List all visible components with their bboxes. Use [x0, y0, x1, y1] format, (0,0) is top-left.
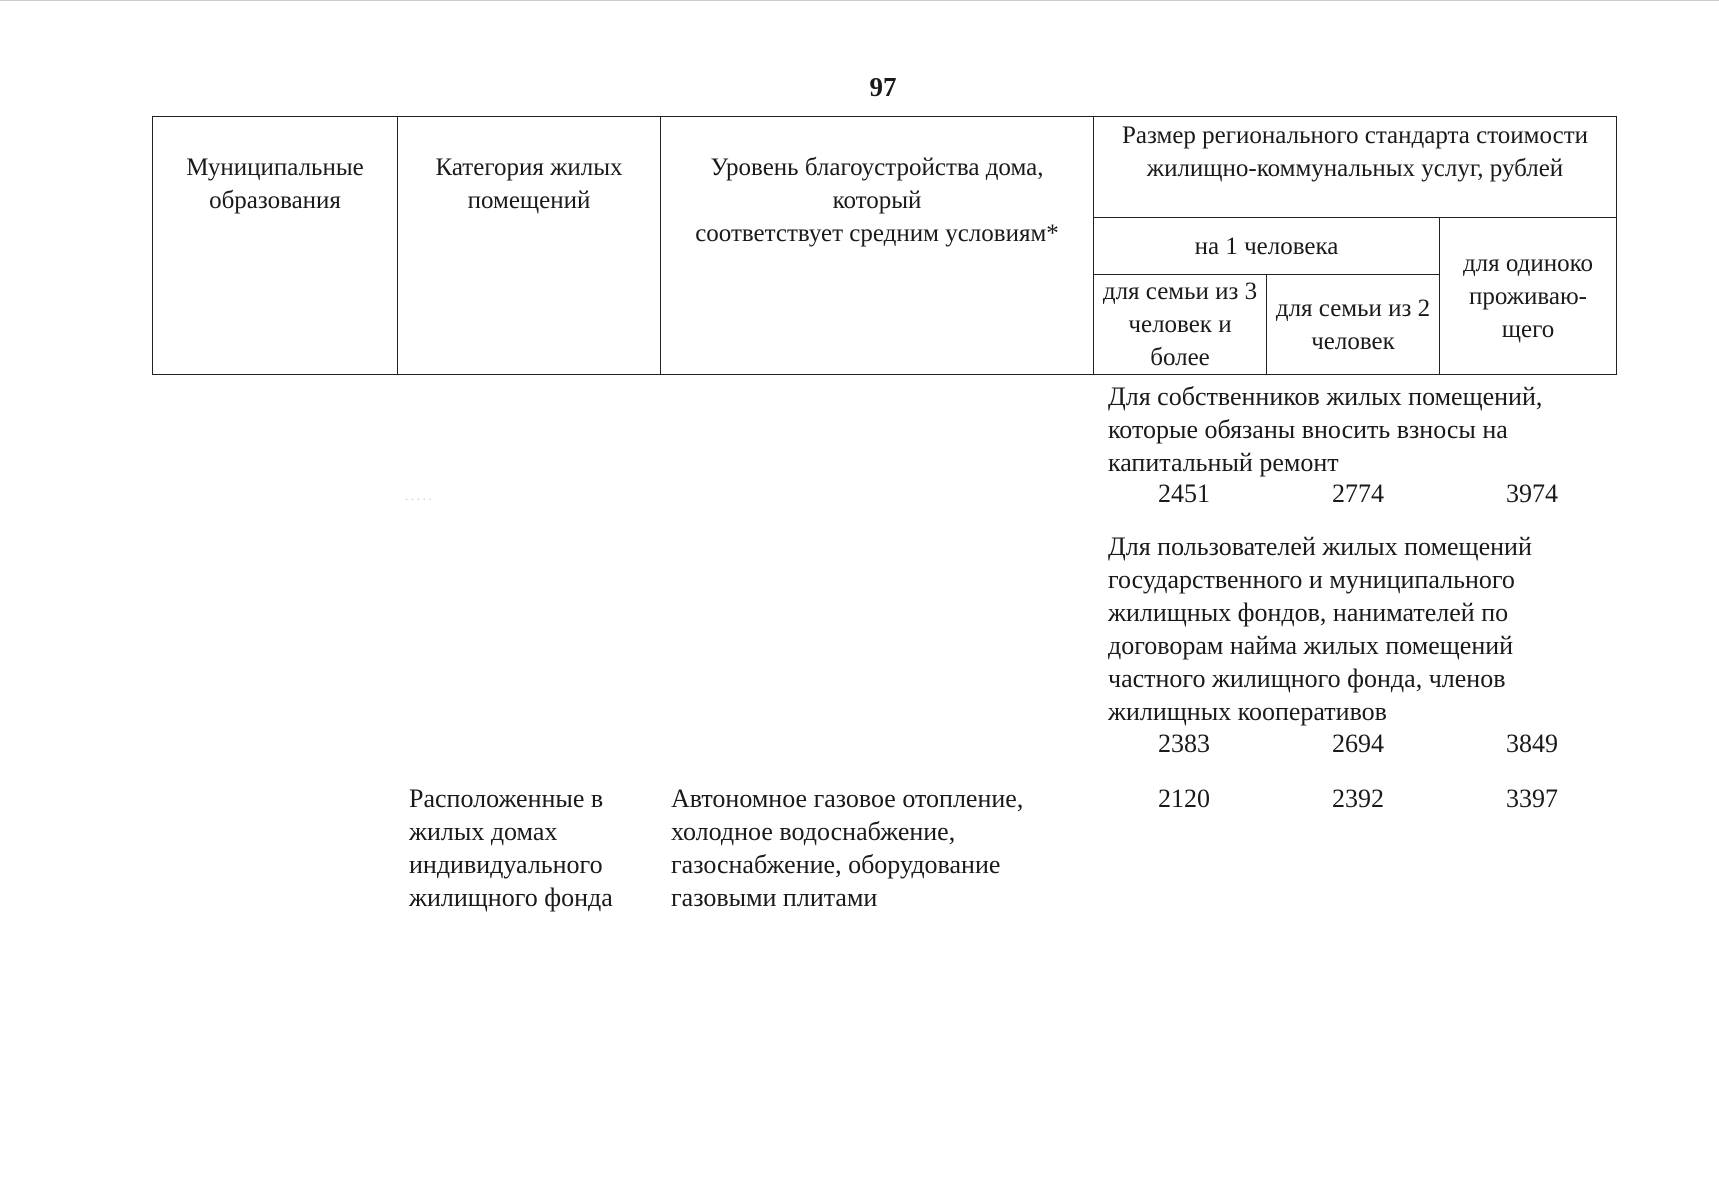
row-category: Расположенные в жилых домах индивидуального жилищного фонда	[409, 784, 613, 912]
row-level: Автономное газовое отопление, холодное водоснабжение, газоснабжение, оборудование газовыми плитами	[671, 784, 1024, 912]
section-owners-heading: Для собственников жилых помещений, которые обязаны вносить взносы на капитальный ремонт	[1108, 382, 1543, 477]
section-users-family2: 2694	[1332, 729, 1384, 758]
section-owners-family2: 2774	[1332, 479, 1384, 508]
header-family-3: для семьи из 3 человек и более	[1094, 275, 1267, 375]
header-standard: Размер регионального стандарта стоимости жилищно-коммунальных услуг, рублей	[1094, 117, 1617, 218]
header-family-2: для семьи из 2 человек	[1267, 275, 1440, 375]
section-owners-family3: 2451	[1158, 479, 1210, 508]
section-users-family3: 2383	[1158, 729, 1210, 758]
row-single: 3397	[1506, 784, 1558, 813]
row-family2: 2392	[1332, 784, 1384, 813]
header-category: Категория жилых помещений	[398, 117, 661, 375]
header-per-person: на 1 человека	[1094, 218, 1440, 275]
row-family3: 2120	[1158, 784, 1210, 813]
page-number: 97	[869, 72, 897, 102]
scan-top-edge	[0, 0, 1719, 1]
table-header	[152, 116, 1617, 375]
header-single: для одиноко проживаю-щего	[1440, 218, 1617, 375]
section-users-single: 3849	[1506, 729, 1558, 758]
section-owners-single: 3974	[1506, 479, 1558, 508]
section-users-heading: Для пользователей жилых помещений государственного и муниципального жилищных фондов, нанимателей по договорам найма жилых помещений частного жилищного фонда, членов жилищных кооперативов	[1108, 532, 1532, 726]
header-level: Уровень благоустройства дома, который соответствует средним условиям*	[661, 117, 1094, 375]
scan-speck: · · · · ·	[405, 495, 432, 506]
header-municipal: Муниципальные образования	[153, 117, 398, 375]
